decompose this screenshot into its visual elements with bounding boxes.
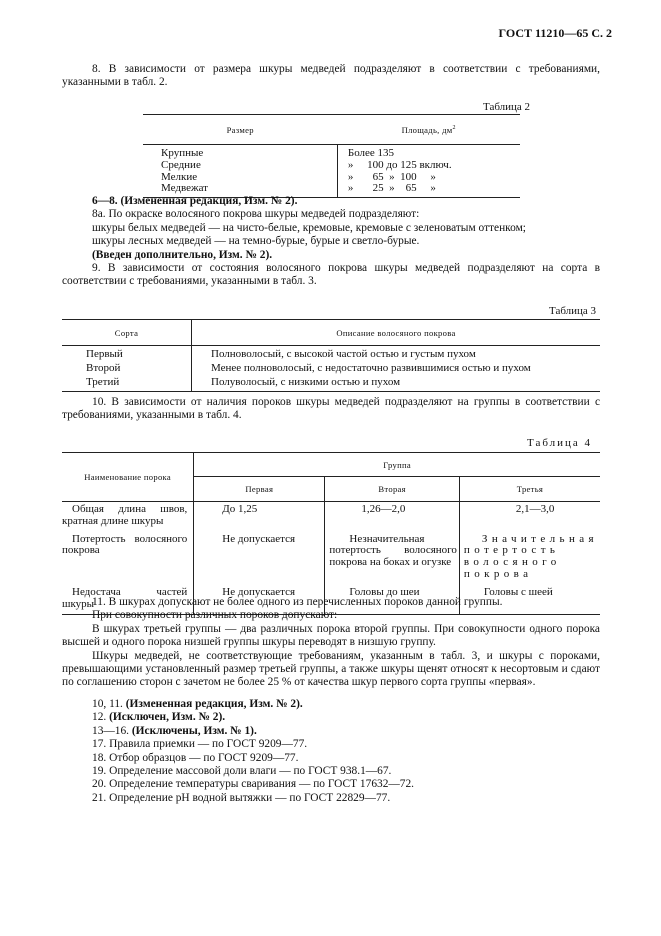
table-2 <box>143 114 520 198</box>
table2-col-area: Площадь, $дм^2$ <box>337 115 520 145</box>
table-row: Второй Менее полноволосый, с недостаточно развившимися остью и пухом <box>62 361 600 375</box>
table3-col-desc: Описание волосяного покрова <box>192 320 601 346</box>
clause-10: 10. В зависимости от наличия пороков шкуры медведей подразделяют на группы в соответствии с требованиями, указанными в табл. 4. <box>62 396 600 422</box>
table3-caption: Таблица 3 <box>549 305 597 317</box>
table-row: Потертость волосяного покрова Не допускается Незначительная потертость волосяного покрова на боках и огузке Значительная потертость волосяного покрова <box>62 528 600 581</box>
table4-col-group: Группа <box>194 453 600 477</box>
list-item: 20. Определение температуры сваривания — по ГОСТ 17632—72. <box>92 778 415 791</box>
list-item: 13—16. (Исключены, Изм. № 1). <box>92 724 257 737</box>
table4-col-g3: Третья <box>459 477 600 502</box>
table2-col-size: Размер <box>143 115 337 145</box>
table-row: Недостача частей шкуры Не допускается Головы до шеи Головы с шеей <box>62 581 600 615</box>
table-row: Медвежат » 25 » 65 » <box>143 183 520 197</box>
table4-col-g1: Первая <box>194 477 325 502</box>
table4-col-name: Наименование порока <box>62 453 194 502</box>
table-row: Общая длина швов, кратная длине шкуры До 1,25 1,26—2,0 2,1—3,0 <box>62 502 600 528</box>
clause-11: 11. В шкурах допускают не более одного из перечисленных пороков данной группы. При совокупности различных пороков допускают: В шкурах третьей группы — два различных порока второй группы. При совокупности одного порока высшей и одного порока низшей группы шкуры переводят в низшую группу. Шкуры медведей, не соответствующие требованиям, указанным в табл. 3, и шкуры с пороками, превышающими установленный размер третьей группы, а также шкуры щенят относят к несортовым и сдают по соглашению сторон с зачетом не более 25 % от качества шкур первого сорта группы «первая». <box>62 596 600 689</box>
table-4 <box>62 452 600 615</box>
table-row: Мелкие » 65 » 100 » <box>143 172 520 184</box>
amendment-note: 6—8. (Измененная редакция, Изм. № 2). <box>92 195 298 207</box>
amendment-note: (Введен дополнительно, Изм. № 2). <box>92 248 273 261</box>
page-header: ГОСТ 11210—65 С. 2 <box>498 26 612 40</box>
table4-caption: Таблица 4 <box>527 437 593 449</box>
table-row: Средние » 100 до 125 включ. <box>143 160 520 172</box>
clauses-8a-9: 6—8. (Измененная редакция, Изм. № 2). 8а. По окраске волосяного покрова шкуры медведей подразделяют: шкуры белых медведей — на чисто-белые, кремовые, кремовые с зеленоватым оттенком; шкуры лесных медведей — на темно-бурые, бурые и светло-бурые. (Введен дополнительно, Изм. № 2). 9. В зависимости от состояния волосяного покрова шкуры медведей подразделяют на сорта в соответствии с требованиями, указанными в табл. 3. <box>62 195 600 288</box>
list-item: 21. Определение pH водной вытяжки — по ГОСТ 22829—77. <box>92 791 391 804</box>
clause-list <box>62 698 600 805</box>
table3-col-grade: Сорта <box>62 320 192 346</box>
list-item: 17. Правила приемки — по ГОСТ 9209—77. <box>92 738 308 751</box>
list-item: 19. Определение массовой доли влаги — по ГОСТ 938.1—67. <box>92 765 392 778</box>
table-row: Крупные Более 135 <box>143 145 520 160</box>
list-item: 10, 11. (Измененная редакция, Изм. № 2). <box>92 698 303 710</box>
table-3 <box>62 319 600 392</box>
list-item: 18. Отбор образцов — по ГОСТ 9209—77. <box>92 751 299 764</box>
table4-col-g2: Вторая <box>325 477 460 502</box>
clause-9: 9. В зависимости от состояния волосяного покрова шкуры медведей подразделяют на сорта в соответствии с требованиями, указанными в табл. 3. <box>62 262 600 288</box>
list-item: 12. (Исключен, Изм. № 2). <box>92 711 226 724</box>
table-row: Третий Полуволосый, с низкими остью и пухом <box>62 375 600 392</box>
clause-8: 8. В зависимости от размера шкуры медведей подразделяют в соответствии с требованиями, указанными в табл. 2. <box>62 63 600 89</box>
table2-caption: Таблица 2 <box>483 101 531 113</box>
table-row: Первый Полноволосый, с высокой частой остью и густым пухом <box>62 346 600 361</box>
